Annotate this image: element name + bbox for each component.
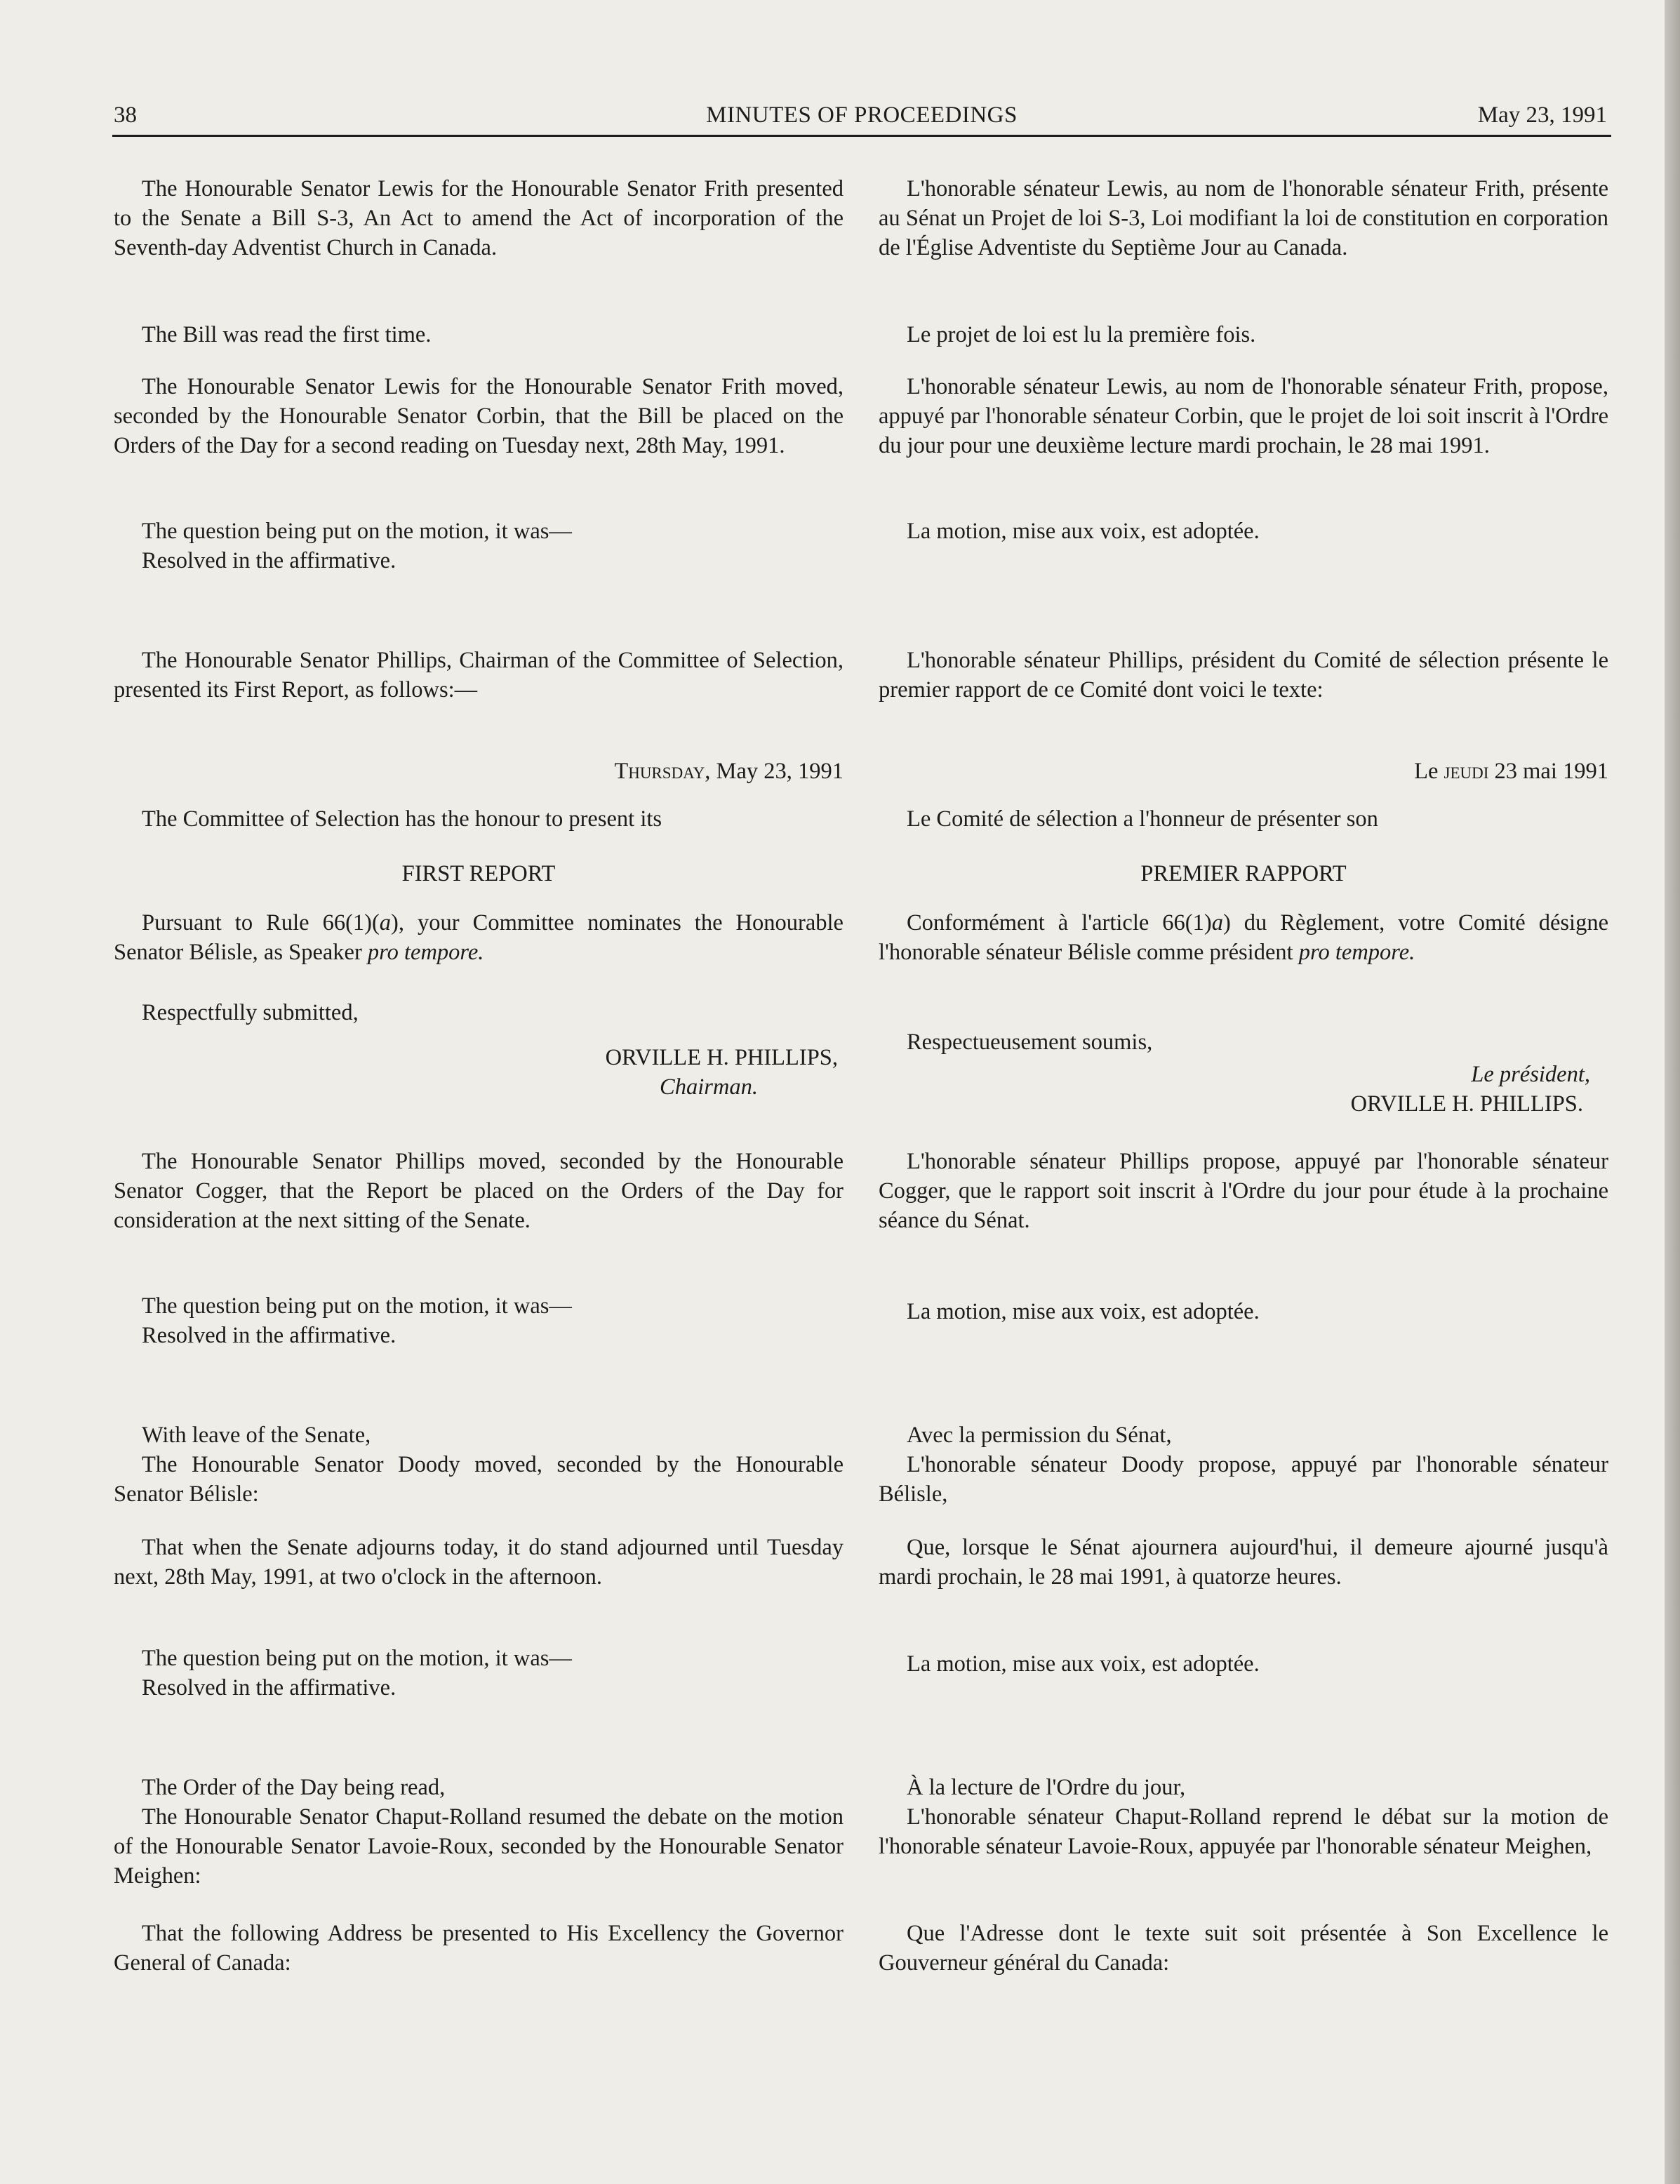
en-paragraph-order-of-day: The Order of the Day being read, The Honourable Senator Chaput-Rolland resumed the debate on the motion of the Honourable Senator Lavoie-Roux, seconded by the Honourable Senator Meighen: — [114, 1775, 844, 1889]
en-paragraph-committee-report: The Honourable Senator Phillips, Chairman of the Committee of Selection, presented its First Report, as follows:— — [114, 648, 844, 703]
fr-submitted: Respectueusement soumis, — [907, 1030, 1153, 1055]
fr-paragraph-address: Que l'Adresse dont le texte suit soit présentée à Son Excellence le Gouverneur général du Canada: — [879, 1921, 1608, 1976]
fr-paragraph-committee-report: L'honorable sénateur Phillips, président du Comité de sélection présente le premier rapport de ce Comité dont voici le texte: — [879, 648, 1608, 703]
en-report-heading: FIRST REPORT — [401, 861, 556, 886]
page-number: 38 — [114, 102, 137, 128]
en-paragraph-honour: The Committee of Selection has the honour to present its — [142, 806, 662, 832]
en-submitted: Respectfully submitted, — [142, 1000, 359, 1025]
fr-paragraph-honour: Le Comité de sélection a l'honneur de présenter son — [907, 806, 1378, 832]
fr-report-date: Le jeudi 23 mai 1991 — [1414, 759, 1608, 784]
en-paragraph-address: That the following Address be presented to His Excellency the Governor General of Canada: — [114, 1921, 844, 1976]
header-date: May 23, 1991 — [1477, 102, 1607, 128]
fr-report-heading: PREMIER RAPPORT — [1140, 861, 1347, 886]
page-header — [112, 100, 1611, 137]
en-question-resolved-2: The question being put on the motion, it was— Resolved in the affirmative. — [142, 1293, 572, 1348]
fr-paragraph-bill-presented: L'honorable sénateur Lewis, au nom de l'honorable sénateur Frith, présente au Sénat un Projet de loi S-3, Loi modifiant la loi de constitution en corporation de l'Église Adventiste du Septième Jour au Canada. — [879, 176, 1608, 260]
en-paragraph-second-reading-motion: The Honourable Senator Lewis for the Honourable Senator Frith moved, seconded by the Honourable Senator Corbin, that the Bill be placed on the Orders of the Day for a second reading on Tuesday next, 28th May, 1991. — [114, 374, 844, 458]
fr-paragraph-report-motion: L'honorable sénateur Phillips propose, appuyé par l'honorable sénateur Cogger, que le rapport soit inscrit à l'Ordre du jour pour étude à la prochaine séance du Sénat. — [879, 1149, 1608, 1233]
en-paragraph-first-reading: The Bill was read the first time. — [142, 322, 432, 347]
en-question-resolved-1: The question being put on the motion, it was— Resolved in the affirmative. — [142, 519, 572, 573]
page-edge — [1665, 0, 1680, 2184]
running-title: MINUTES OF PROCEEDINGS — [706, 102, 1018, 128]
en-paragraph-report-motion: The Honourable Senator Phillips moved, seconded by the Honourable Senator Cogger, that the Report be placed on the Orders of the Day for consideration at the next sitting of the Senate. — [114, 1149, 844, 1233]
en-question-resolved-3: The question being put on the motion, it was— Resolved in the affirmative. — [142, 1646, 572, 1700]
fr-paragraph-second-reading-motion: L'honorable sénateur Lewis, au nom de l'honorable sénateur Frith, propose, appuyé par l'honorable sénateur Corbin, que le projet de loi soit inscrit à l'Ordre du jour pour une deuxième lecture mardi prochain, le 28 mai 1991. — [879, 374, 1608, 458]
en-signature: ORVILLE H. PHILLIPS, Chairman. — [605, 1045, 838, 1100]
fr-paragraph-first-reading: Le projet de loi est lu la première fois. — [907, 322, 1256, 347]
fr-motion-adopted-2: La motion, mise aux voix, est adoptée. — [907, 1299, 1260, 1324]
en-paragraph-adjournment-motion: With leave of the Senate, The Honourable Senator Doody moved, seconded by the Honourable Senator Bélisle: — [114, 1423, 844, 1507]
fr-motion-adopted-3: La motion, mise aux voix, est adoptée. — [907, 1651, 1260, 1677]
en-paragraph-nomination: Pursuant to Rule 66(1)(a), your Committee nominates the Honourable Senator Bélisle, as Speaker pro tempore. — [114, 910, 844, 965]
en-paragraph-bill-presented: The Honourable Senator Lewis for the Honourable Senator Frith presented to the Senate a Bill S-3, An Act to amend the Act of incorporation of the Seventh-day Adventist Church in Canada. — [114, 176, 844, 260]
en-report-date: Thursday, May 23, 1991 — [614, 759, 844, 784]
fr-paragraph-order-of-day: À la lecture de l'Ordre du jour, L'honorable sénateur Chaput-Rolland reprend le débat sur la motion de l'honorable sénateur Lavoie-Roux, appuyée par l'honorable sénateur Meighen, — [879, 1775, 1608, 1859]
fr-paragraph-adjournment-text: Que, lorsque le Sénat ajournera aujourd'hui, il demeure ajourné jusqu'à mardi prochain, le 28 mai 1991, à quatorze heures. — [879, 1535, 1608, 1590]
fr-paragraph-adjournment-motion: Avec la permission du Sénat, L'honorable sénateur Doody propose, appuyé par l'honorable sénateur Bélisle, — [879, 1423, 1608, 1507]
fr-signature: Le président, ORVILLE H. PHILLIPS. — [1350, 1062, 1590, 1117]
fr-paragraph-nomination: Conformément à l'article 66(1)a) du Règlement, votre Comité désigne l'honorable sénateur Bélisle comme président pro tempore. — [879, 910, 1609, 965]
en-paragraph-adjournment-text: That when the Senate adjourns today, it do stand adjourned until Tuesday next, 28th May, 1991, at two o'clock in the afternoon. — [114, 1535, 844, 1590]
fr-motion-adopted-1: La motion, mise aux voix, est adoptée. — [907, 519, 1260, 544]
